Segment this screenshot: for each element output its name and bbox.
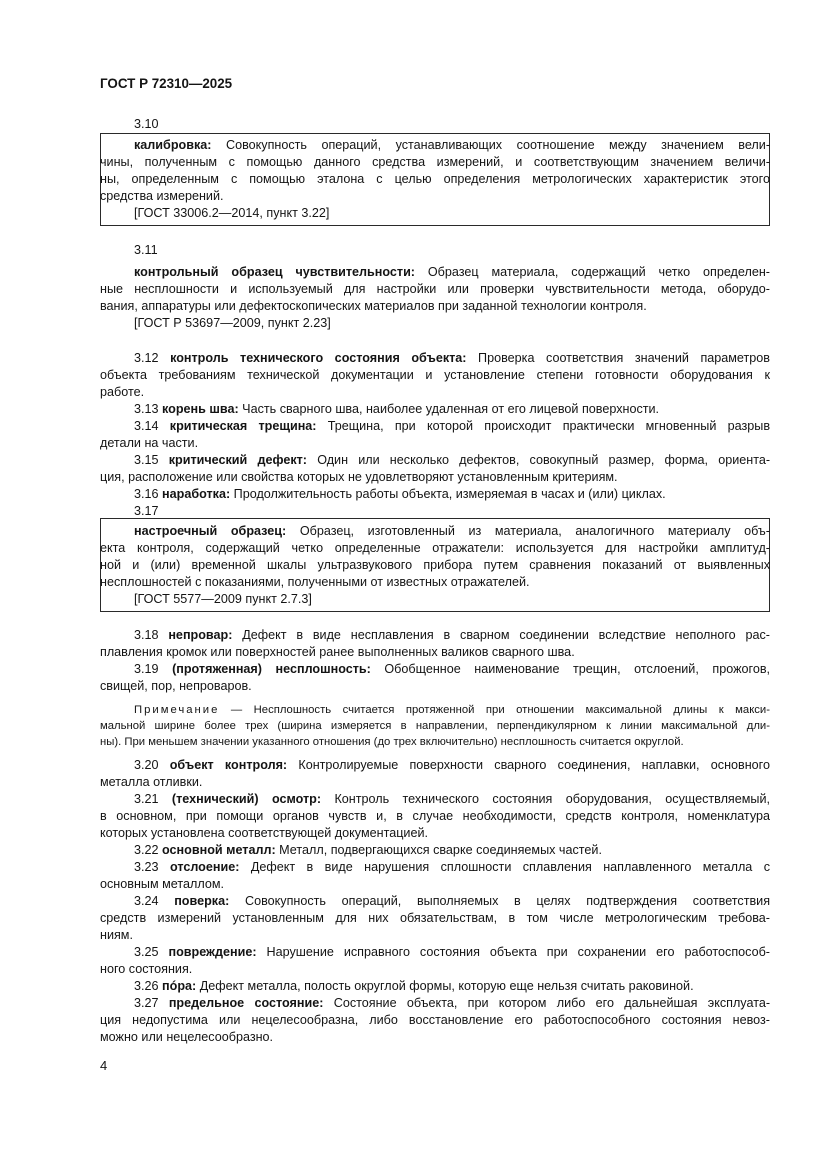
term-3-18-line: 3.18 непровар: Дефект в виде несплавления в сварном соединении вследствие неполного рас- bbox=[134, 628, 770, 642]
term-3-27-title: предельное состояние: bbox=[168, 996, 324, 1010]
term-3-25-line: 3.25 повреждение: Нарушение исправного состояния объекта при сохранении его работоспособ- bbox=[134, 945, 771, 959]
term-3-26-line: 3.26 пóра: Дефект металла, полость округлой формы, которую еще нельзя считать раковиной. bbox=[134, 979, 694, 993]
term-3-19-line: свищей, пор, непроваров. bbox=[100, 679, 252, 693]
term-3-10-line: чины, полученным с помощью данного средства измерений, и соответствующим значением величи- bbox=[100, 155, 770, 169]
term-3-12-title: контроль технического состояния объекта: bbox=[170, 351, 467, 365]
term-3-22-title: основной металл: bbox=[162, 843, 276, 857]
term-3-21-title: (технический) осмотр: bbox=[171, 792, 322, 806]
term-3-23-line: основным металлом. bbox=[100, 877, 224, 891]
note-label: Примечание bbox=[134, 704, 220, 716]
document-code: ГОСТ Р 72310—2025 bbox=[100, 76, 233, 91]
term-3-22-line: 3.22 основной металл: Металл, подвергающихся сварке соединяемых частей. bbox=[134, 843, 602, 857]
note-line: ны). При меньшем значении указанного отношения (до трех включительно) несплошность считается округлой. bbox=[100, 736, 684, 748]
term-3-17-line: настроечный образец: Образец, изготовленный из материала, аналогичного материалу объ- bbox=[134, 524, 770, 538]
term-3-23-line: 3.23 отслоение: Дефект в виде нарушения сплошности сплавления наплавленного металла с bbox=[134, 860, 771, 874]
term-3-11-line: контрольный образец чувствительности: Образец материала, содержащий четко определен- bbox=[134, 265, 770, 279]
term-3-13-title: корень шва: bbox=[162, 402, 239, 416]
term-3-14-line: 3.14 критическая трещина: Трещина, при которой происходит практически мгновенный разрыв bbox=[134, 419, 771, 433]
term-3-24-line: средств измерений установленным для них обязательствам, в том числе метрологическим требова- bbox=[100, 911, 770, 925]
term-3-11-title: контрольный образец чувствительности: bbox=[134, 265, 415, 279]
term-3-17-line: несплошностей с показаниями, полученными от известных отражателей. bbox=[100, 575, 530, 589]
term-3-15-title: критический дефект: bbox=[168, 453, 307, 467]
term-3-12-line: объекта требованиям технической документации и установление степени готовности оборудования к bbox=[100, 368, 770, 382]
term-3-14-line: детали на части. bbox=[100, 436, 199, 450]
term-3-21-line: в основном, при помощи органов чувств и, в случае необходимости, средств контроля, номенклатура bbox=[100, 809, 770, 823]
term-number-3-10: 3.10 bbox=[134, 117, 159, 131]
term-3-26-title: пóра: bbox=[162, 979, 197, 993]
term-3-20-title: объект контроля: bbox=[169, 758, 288, 772]
term-3-19-title: (протяженная) несплошность: bbox=[172, 662, 371, 676]
page-number: 4 bbox=[100, 1058, 108, 1073]
term-3-10-line: ны, определенным с помощью эталона с целью определения метрологических характеристик этого bbox=[100, 172, 770, 186]
term-3-24-line: 3.24 поверка: Совокупность операций, выполняемых в целях подтверждения соответствия bbox=[134, 894, 771, 908]
term-3-16-line: 3.16 наработка: Продолжительность работы объекта, измеряемая в часах и (или) циклах. bbox=[134, 487, 666, 501]
term-3-10-line: средства измерений. bbox=[100, 189, 224, 203]
term-3-10-reference: [ГОСТ 33006.2—2014, пункт 3.22] bbox=[134, 206, 330, 220]
term-3-21-line: которых установлена соответствующей документацией. bbox=[100, 826, 428, 840]
term-3-27-line: 3.27 предельное состояние: Состояние объекта, при котором либо его дальнейшая эксплуата- bbox=[134, 996, 771, 1010]
term-3-19-line: 3.19 (протяженная) несплошность: Обобщенное наименование трещин, отслоений, прожогов, bbox=[134, 662, 771, 676]
term-3-12-line: 3.12 контроль технического состояния объекта: Проверка соответствия значений параметров bbox=[134, 351, 770, 365]
term-3-11-line: вания, аппаратуры или дефектоскопических материалов при заданной технологии контроля. bbox=[100, 299, 647, 313]
term-number-3-11: 3.11 bbox=[134, 243, 158, 257]
term-3-10-line: калибровка: Совокупность операций, устанавливающих соотношение между значением вели- bbox=[134, 138, 771, 152]
term-3-18-line: плавления кромок или поверхностей ранее выполненных валиков сварного шва. bbox=[100, 645, 575, 659]
term-3-10-title: калибровка: bbox=[134, 138, 212, 152]
term-3-20-line: 3.20 объект контроля: Контролируемые поверхности сварного соединения, наплавки, основного bbox=[134, 758, 770, 772]
term-3-18-title: непровар: bbox=[168, 628, 233, 642]
term-3-17-line: екта контроля, содержащий четко определенные отражатели: используется для настройки амплитуд- bbox=[100, 541, 770, 555]
term-3-11-reference: [ГОСТ Р 53697—2009, пункт 2.23] bbox=[134, 316, 331, 330]
term-3-20-line: металла отливки. bbox=[100, 775, 203, 789]
term-3-17-reference: [ГОСТ 5577—2009 пункт 2.7.3] bbox=[134, 592, 312, 606]
term-3-12-line: работе. bbox=[100, 385, 145, 399]
term-3-24-title: поверка: bbox=[174, 894, 230, 908]
term-3-15-line: 3.15 критический дефект: Один или несколько дефектов, совокупный размер, форма, ориента- bbox=[134, 453, 771, 467]
term-3-27-line: ция недопустима или нецелесообразна, либо восстановление его работоспособного состояния невоз- bbox=[100, 1013, 770, 1027]
term-3-16-title: наработка: bbox=[162, 487, 231, 501]
term-3-17-title: настроечный образец: bbox=[134, 524, 287, 538]
term-3-21-line: 3.21 (технический) осмотр: Контроль технического состояния оборудования, осуществляемый, bbox=[134, 792, 771, 806]
term-3-17-line: ной и (или) временной шкалы ультразвукового прибора путем сравнения показаний от выявленных bbox=[100, 558, 770, 572]
term-3-27-line: можно или нецелесообразно. bbox=[100, 1030, 274, 1044]
term-3-13-line: 3.13 корень шва: Часть сварного шва, наиболее удаленная от его лицевой поверхности. bbox=[134, 402, 660, 416]
term-3-25-line: ного состояния. bbox=[100, 962, 193, 976]
term-3-24-line: ниям. bbox=[100, 928, 133, 942]
term-3-23-title: отслоение: bbox=[169, 860, 240, 874]
term-3-15-line: ция, расположение или свойства которых не удовлетворяют установленным критериям. bbox=[100, 470, 618, 484]
term-3-14-title: критическая трещина: bbox=[169, 419, 317, 433]
term-3-11-line: ные несплошности и используемый для настройки или проверки чувствительности метода, оборудо- bbox=[100, 282, 770, 296]
term-3-25-title: повреждение: bbox=[168, 945, 257, 959]
term-number-3-17: 3.17 bbox=[134, 504, 159, 518]
note-line: Примечание — Несплошность считается протяженной при отношении максимальной длины к макси- bbox=[134, 704, 770, 716]
note-line: мальной ширине более трех (ширина измеряется в направлении, перпендикулярном к линии максимальной дли- bbox=[100, 720, 770, 732]
